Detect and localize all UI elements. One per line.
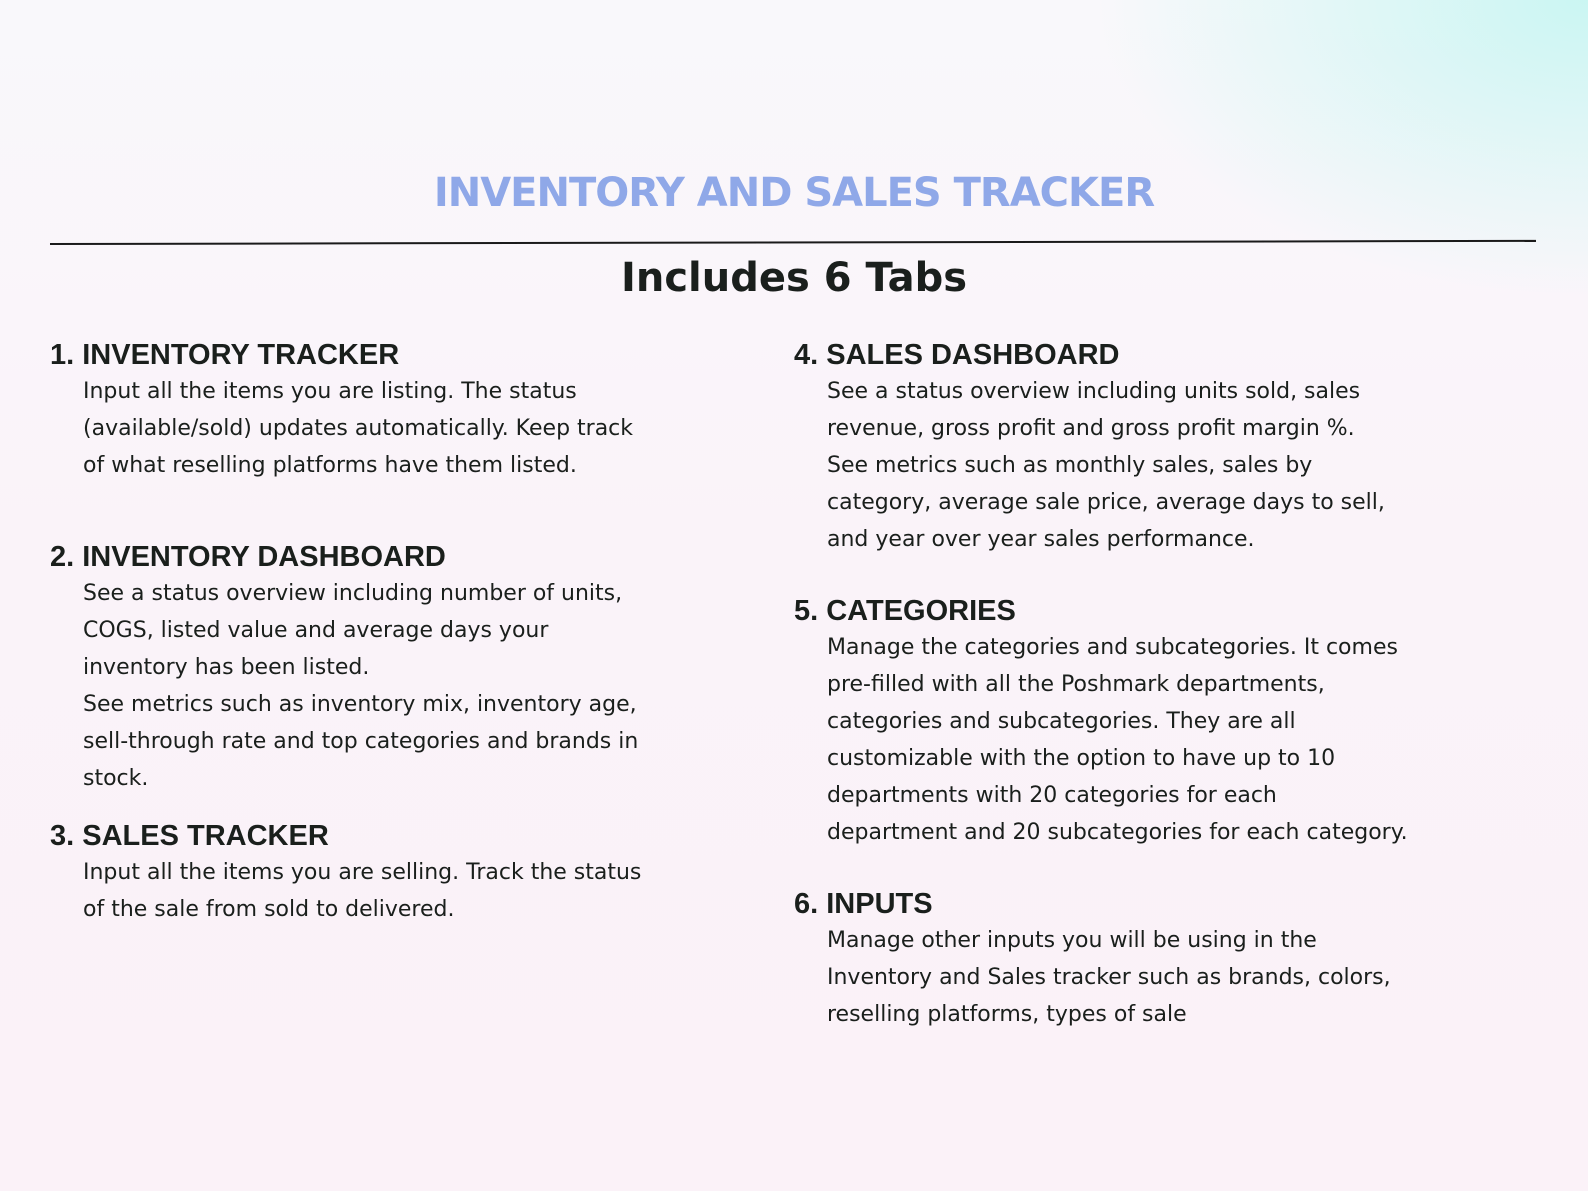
page-title: INVENTORY AND SALES TRACKER xyxy=(433,170,1155,216)
section-body: See a status overview including units sold, sales revenue, gross profit and gross profit margin %. See metrics such as monthly sales, sales by category, average sale price, average days to sell, and year over year sales performance. xyxy=(827,379,1385,552)
page-subtitle: Includes 6 Tabs xyxy=(620,255,968,301)
section-heading: 1. INVENTORY TRACKER xyxy=(50,339,400,371)
section-body: Input all the items you are listing. The status (available/sold) updates automatically. Keep track of what reselling platforms have them listed. xyxy=(83,379,634,478)
section-body: Manage other inputs you will be using in the Inventory and Sales tracker such as brands, colors, reselling platforms, types of sale xyxy=(827,928,1391,1027)
section-body: See a status overview including number of units, COGS, listed value and average days your inventory has been listed. See metrics such as inventory mix, inventory age, sell-through rate and top categories and brands in stock. xyxy=(83,581,639,791)
section-categories xyxy=(794,593,1554,851)
section-inventory-dashboard xyxy=(50,539,750,797)
section-heading: 3. SALES TRACKER xyxy=(50,820,329,852)
section-heading: 5. CATEGORIES xyxy=(794,595,1016,627)
section-heading: 2. INVENTORY DASHBOARD xyxy=(50,541,446,573)
section-sales-tracker xyxy=(50,818,750,928)
section-body: Manage the categories and subcategories. It comes pre-filled with all the Poshmark departments, categories and subcategories. They are all customizable with the option to have up to 10 departments with 20 categories for each department and 20 subcategories for each category. xyxy=(827,635,1408,845)
section-sales-dashboard xyxy=(794,337,1554,558)
section-heading: 4. SALES DASHBOARD xyxy=(794,339,1120,371)
section-heading: 6. INPUTS xyxy=(794,888,933,920)
section-inventory-tracker xyxy=(50,337,750,484)
section-inputs xyxy=(794,886,1554,1033)
section-body: Input all the items you are selling. Track the status of the sale from sold to delivered. xyxy=(83,860,642,922)
